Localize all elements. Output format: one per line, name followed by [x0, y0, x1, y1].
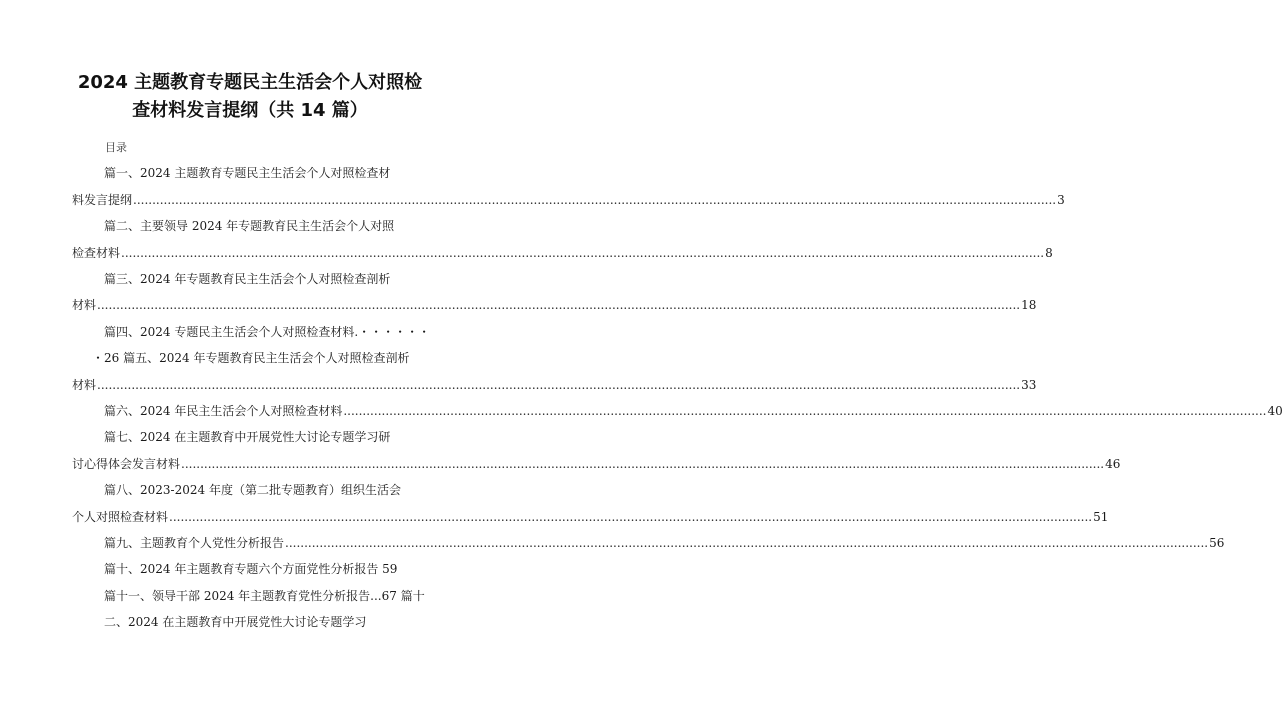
toc-entry-2-title-cont: 检查材料	[72, 246, 121, 260]
toc-entry-8-page: 51	[1093, 510, 1109, 524]
dot-leader: ..................................................................................................................................................................................................................................................	[97, 378, 1021, 392]
toc-entry-2-continuation[interactable]	[72, 245, 1053, 261]
dot-leader: ..................................................................................................................................................................................................................................................	[121, 246, 1045, 260]
toc-entry-8-title-cont: 个人对照检查材料	[72, 510, 169, 524]
toc-entry-3-title-cont: 材料	[72, 298, 97, 312]
toc-entry-12[interactable]: 二、2024 在主题教育中开展党性大讨论专题学习	[104, 615, 367, 629]
toc-entry-6-page: 40	[1267, 404, 1283, 418]
toc-entry-9-page: 56	[1209, 536, 1225, 550]
toc-entry-3-continuation[interactable]	[72, 297, 1037, 313]
dot-leader: ..................................................................................................................................................................................................................................................	[133, 193, 1057, 207]
toc-entry-5-title-cont: 材料	[72, 378, 97, 392]
toc-entry-4-5-merged[interactable]: ・26 篇五、2024 年专题教育民主生活会个人对照检查剖析	[92, 351, 410, 365]
toc-label: 目录	[105, 141, 127, 154]
toc-entry-6-title: 篇六、2024 年民主生活会个人对照检查材料	[104, 404, 343, 418]
toc-entry-2-title[interactable]: 篇二、主要领导 2024 年专题教育民主生活会个人对照	[104, 219, 395, 233]
toc-entry-3-page: 18	[1021, 298, 1037, 312]
toc-entry-1-title[interactable]: 篇一、2024 主题教育专题民主生活会个人对照检查材	[104, 166, 391, 180]
toc-entry-5-continuation[interactable]	[72, 377, 1037, 393]
toc-entry-8-title[interactable]: 篇八、2023-2024 年度（第二批专题教育）组织生活会	[104, 483, 401, 497]
toc-entry-5-page: 33	[1021, 378, 1037, 392]
dot-leader: ..................................................................................................................................................................................................................................................	[97, 298, 1021, 312]
toc-entry-6[interactable]	[104, 403, 1283, 419]
toc-entry-4-title[interactable]: 篇四、2024 专题民主生活会个人对照检查材料.・・・・・・	[104, 325, 431, 339]
toc-entry-2-page: 8	[1045, 246, 1053, 260]
dot-leader: ..................................................................................................................................................................................................................................................	[169, 510, 1093, 524]
toc-entry-8-continuation[interactable]	[72, 509, 1109, 525]
document-title-line-1: 2024 主题教育专题民主生活会个人对照检	[77, 72, 423, 93]
dot-leader: ..................................................................................................................................................................................................................................................	[343, 404, 1267, 418]
dot-leader: ..................................................................................................................................................................................................................................................	[181, 457, 1105, 471]
toc-entry-7-page: 46	[1105, 457, 1121, 471]
toc-entry-1-page: 3	[1057, 193, 1065, 207]
toc-entry-1-continuation[interactable]	[72, 192, 1065, 208]
toc-entry-7-title-cont: 讨心得体会发言材料	[72, 457, 181, 471]
toc-entry-10[interactable]: 篇十、2024 年主题教育专题六个方面党性分析报告 59	[104, 562, 398, 576]
toc-entry-1-title-cont: 料发言提纲	[72, 193, 133, 207]
toc-entry-7-continuation[interactable]	[72, 456, 1121, 472]
toc-entry-9[interactable]	[104, 535, 1225, 551]
toc-entry-9-title: 篇九、主题教育个人党性分析报告	[104, 536, 285, 550]
document-title-line-2: 查材料发言提纲（共 14 篇）	[132, 100, 368, 121]
toc-entry-7-title[interactable]: 篇七、2024 在主题教育中开展党性大讨论专题学习研	[104, 430, 391, 444]
dot-leader: ..................................................................................................................................................................................................................................................	[285, 536, 1209, 550]
toc-entry-3-title[interactable]: 篇三、2024 年专题教育民主生活会个人对照检查剖析	[104, 272, 391, 286]
toc-entry-11[interactable]: 篇十一、领导干部 2024 年主题教育党性分析报告...67 篇十	[104, 589, 425, 603]
